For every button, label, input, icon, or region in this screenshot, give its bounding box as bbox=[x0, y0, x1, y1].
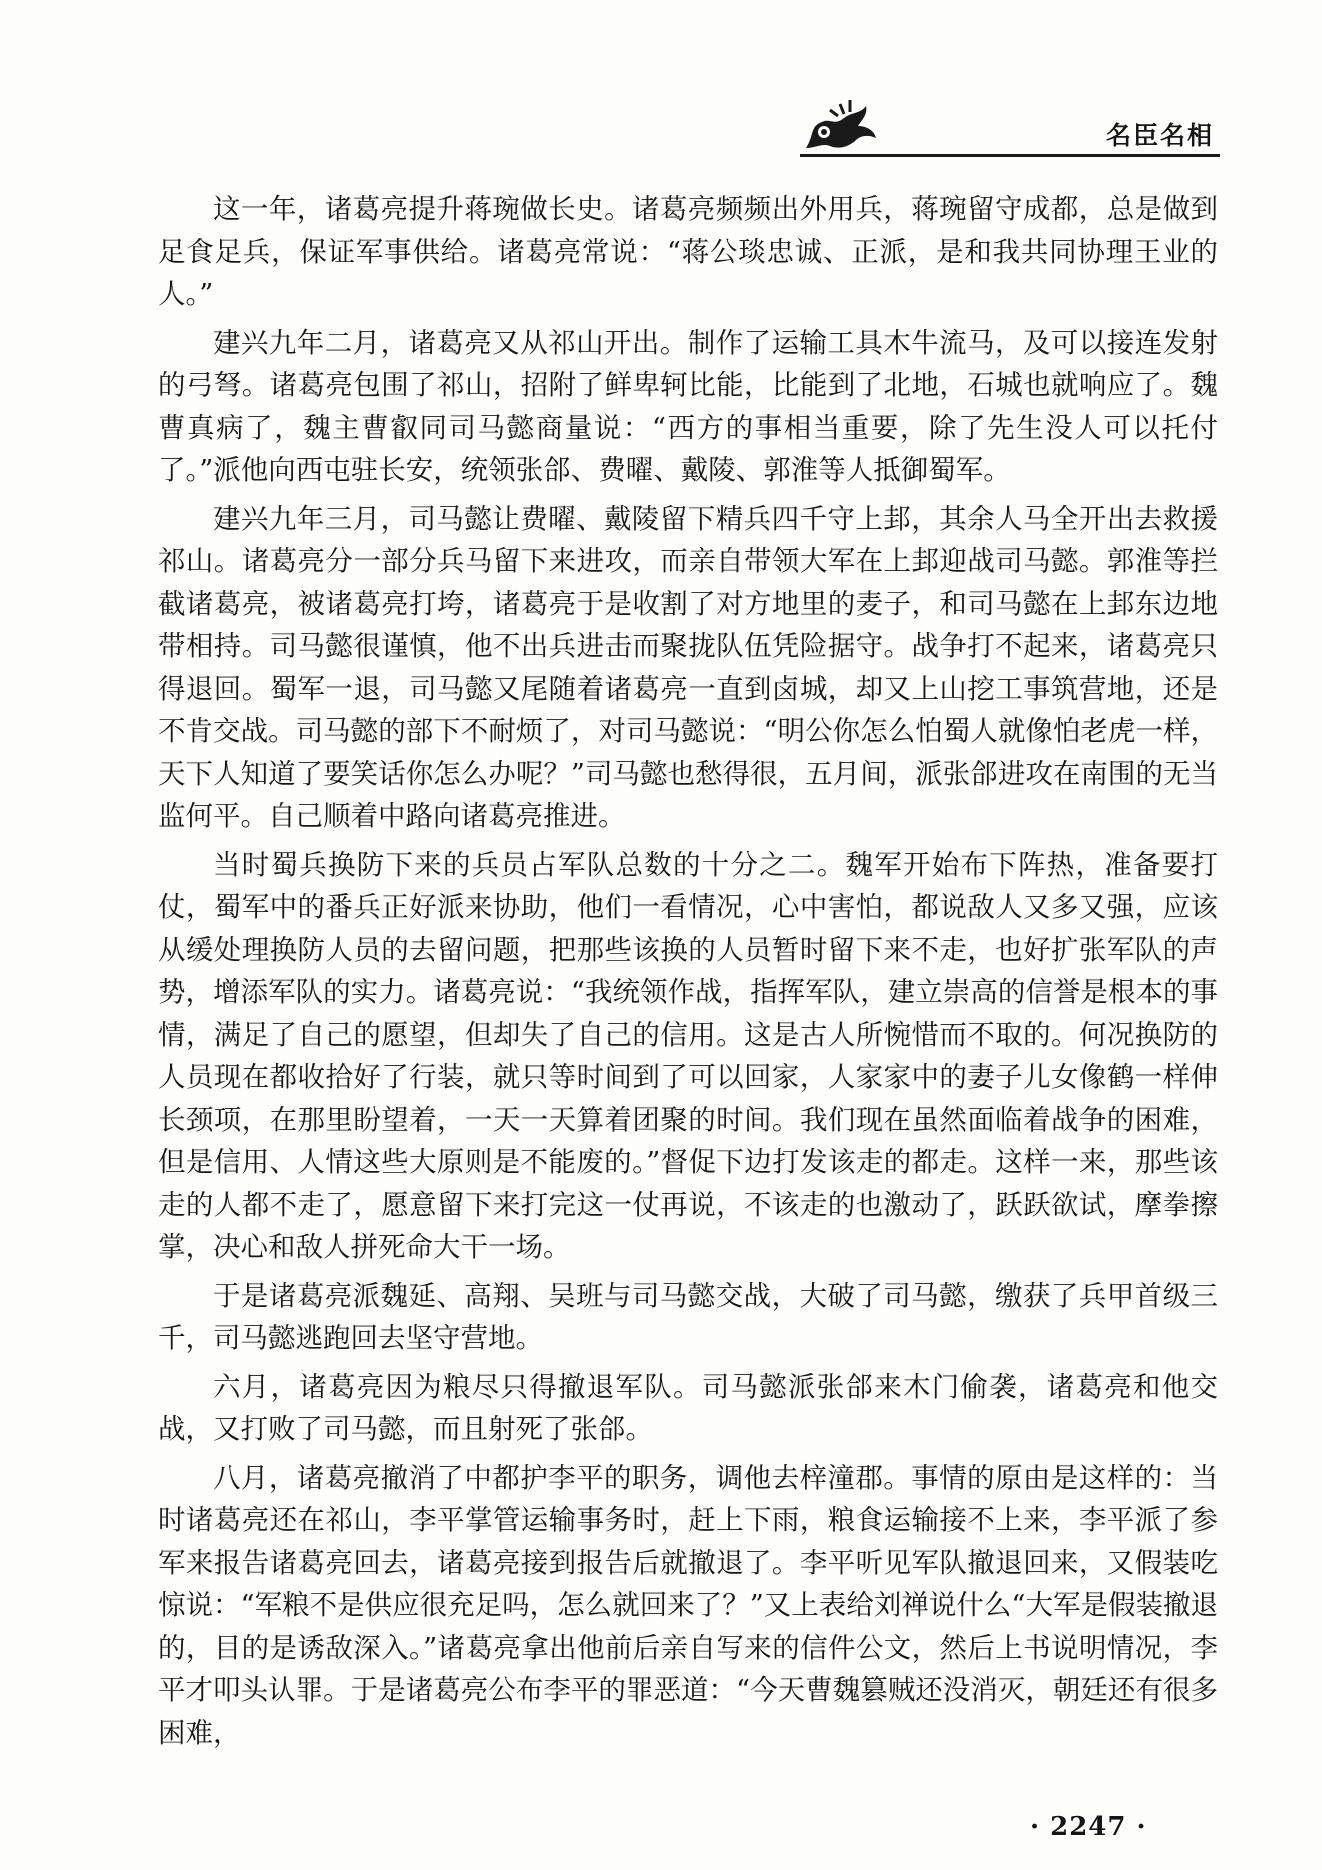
paragraph: 六月，诸葛亮因为粮尽只得撤退军队。司马懿派张郃来木门偷袭，诸葛亮和他交战，又打败了司马懿，而且射死了张郃。 bbox=[158, 1370, 1218, 1445]
dragon-emblem-icon bbox=[800, 96, 880, 156]
paragraph: 当时蜀兵换防下来的兵员占军队总数的十分之二。魏军开始布下阵热，准备要打仗，蜀军中的番兵正好派来协助，他们一看情况，心中害怕，都说敌人又多又强，应该从缓处理换防人员的去留问题，把那些该换的人员暂时留下来不走，也好扩张军队的声势，增添军队的实力。诸葛亮说：“我统领作战，指挥军队，建立崇高的信誉是根本的事情，满足了自己的愿望，但却失了自己的信用。这是古人所惋惜而不取的。何况换防的人员现在都收拾好了行装，就只等时间到了可以回家，人家家中的妻子儿女像鹤一样伸长颈项，在那里盼望着，一天一天算着团聚的时间。我们现在虽然面临着战争的困难，但是信用、人情这些大原则是不能废的。”督促下边打发该走的都走。这样一来，那些该走的人都不走了，愿意留下来打完这一仗再说，不该走的也激动了，跃跃欲试，摩拳擦掌，决心和敌人拼死命大干一场。 bbox=[158, 848, 1218, 1263]
paragraph: 于是诸葛亮派魏延、高翔、吴班与司马懿交战，大破了司马懿，缴获了兵甲首级三千，司马懿逃跑回去坚守营地。 bbox=[158, 1279, 1218, 1354]
paragraph: 建兴九年二月，诸葛亮又从祁山开出。制作了运输工具木牛流马，及可以接连发射的弓弩。诸葛亮包围了祁山，招附了鲜卑轲比能，比能到了北地，石城也就响应了。魏曹真病了，魏主曹叡同司马懿商量说：“西方的事相当重要，除了先生没人可以托付了。”派他向西屯驻长安，统领张郃、费曜、戴陵、郭淮等人抵御蜀军。 bbox=[158, 326, 1218, 486]
paragraph: 八月，诸葛亮撤消了中都护李平的职务，调他去梓潼郡。事情的原由是这样的：当时诸葛亮还在祁山，李平掌管运输事务时，赶上下雨，粮食运输接不上来，李平派了参军来报告诸葛亮回去，诸葛亮接到报告后就撤退了。李平听见军队撤退回来，又假装吃惊说：“军粮不是供应很充足吗，怎么就回来了？”又上表给刘禅说什么“大军是假装撤退的，目的是诱敌深入。”诸葛亮拿出他前后亲自写来的信件公文，然后上书说明情况，李平才叩头认罪。于是诸葛亮公布李平的罪恶道：“今天曹魏篡贼还没消灭，朝廷还有很多困难， bbox=[158, 1461, 1218, 1749]
paragraph: 建兴九年三月，司马懿让费曜、戴陵留下精兵四千守上邽，其余人马全开出去救援祁山。诸葛亮分一部分兵马留下来进攻，而亲自带领大军在上邽迎战司马懿。郭淮等拦截诸葛亮，被诸葛亮打垮，诸葛亮于是收割了对方地里的麦子，和司马懿在上邽东边地带相持。司马懿很谨慎，他不出兵进击而聚拢队伍凭险据守。战争打不起来，诸葛亮只得退回。蜀军一退，司马懿又尾随着诸葛亮一直到卤城，却又上山挖工事筑营地，还是不肯交战。司马懿的部下不耐烦了，对司马懿说：“明公你怎么怕蜀人就像怕老虎一样，天下人知道了要笑话你怎么办呢？”司马懿也愁得很，五月间，派张郃进攻在南围的无当监何平。自己顺着中路向诸葛亮推进。 bbox=[158, 502, 1218, 832]
header-rule bbox=[800, 154, 1220, 157]
body-text bbox=[158, 188, 1218, 1760]
page-number: · 2247 · bbox=[1030, 1812, 1147, 1842]
running-header bbox=[800, 96, 1220, 166]
section-title: 名臣名相 bbox=[1105, 121, 1214, 150]
paragraph: 这一年，诸葛亮提升蒋琬做长史。诸葛亮频频出外用兵，蒋琬留守成都，总是做到足食足兵，保证军事供给。诸葛亮常说：“蒋公琰忠诚、正派，是和我共同协理王业的人。” bbox=[158, 193, 1218, 310]
